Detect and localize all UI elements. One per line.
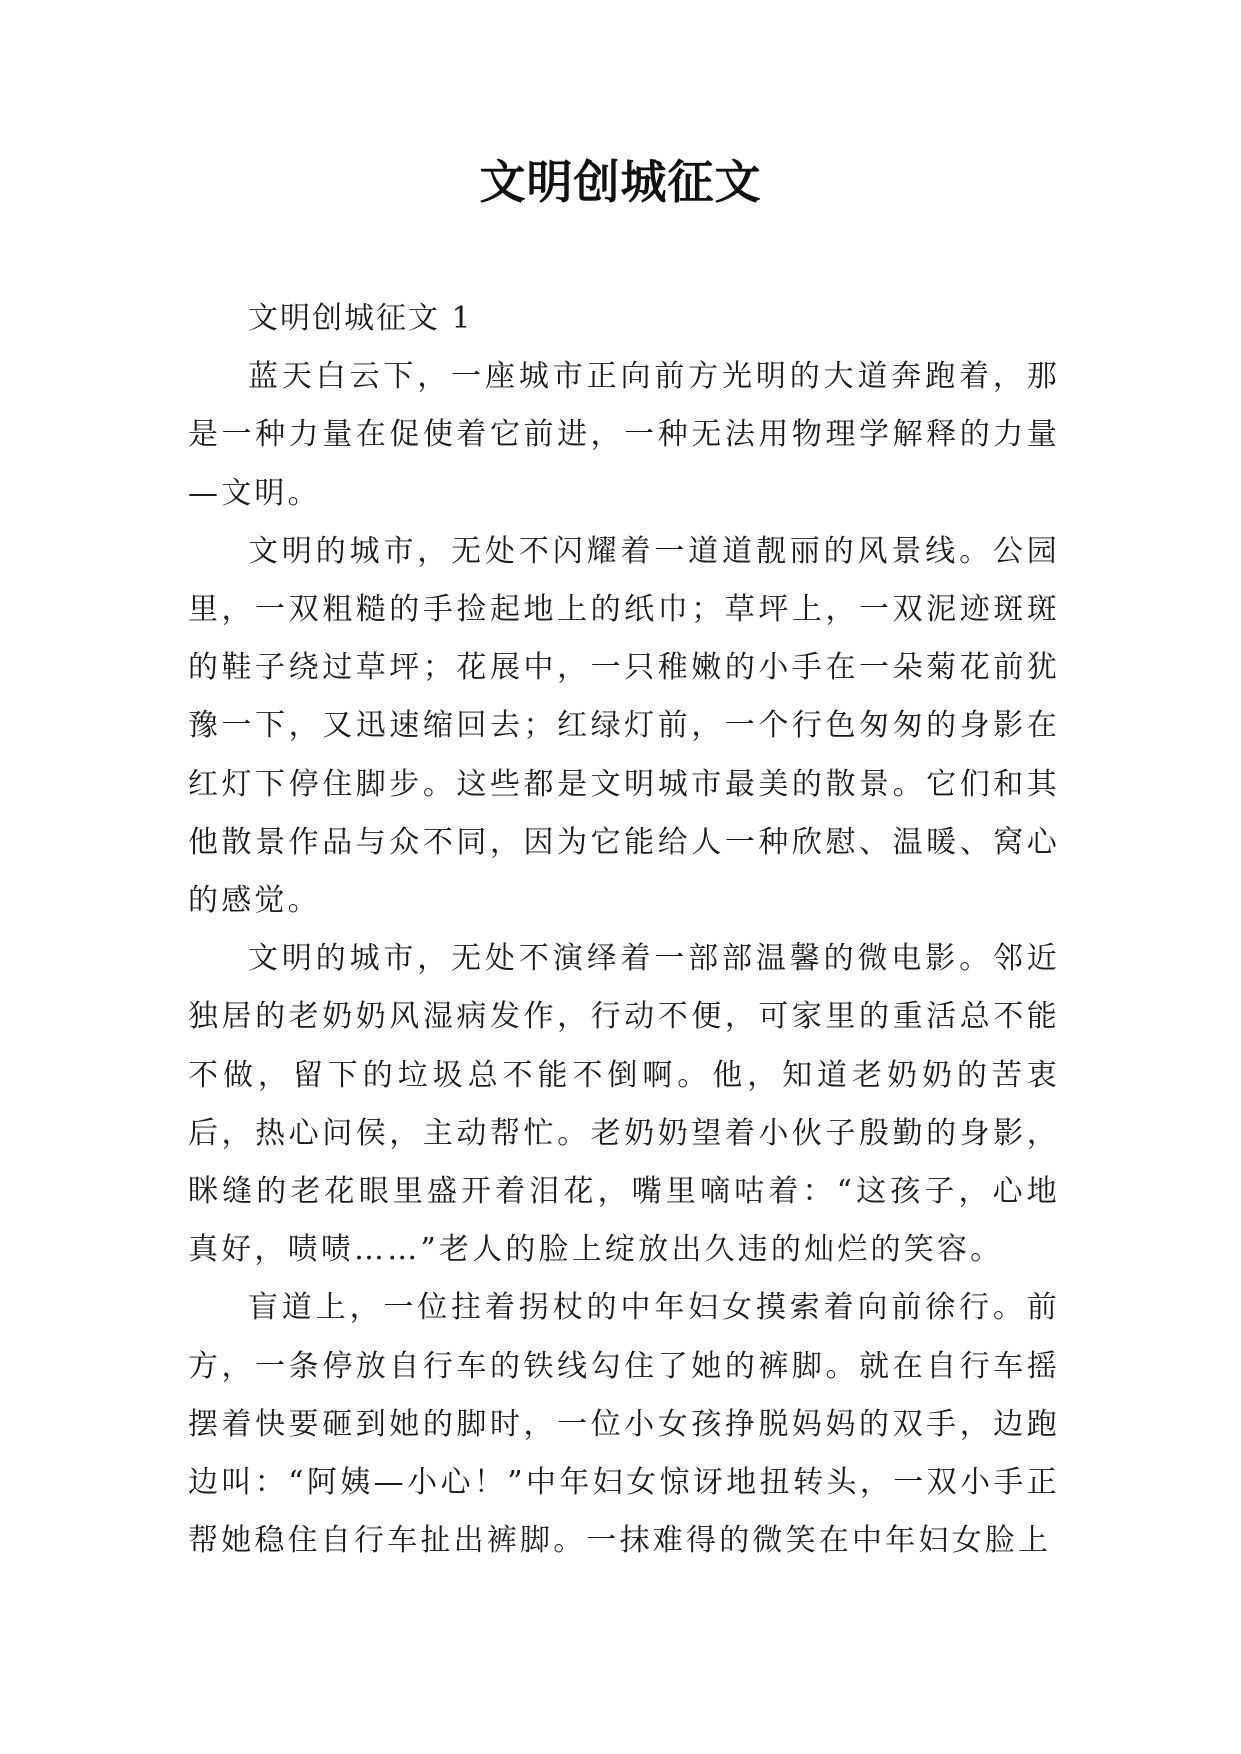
paragraph-3: 文明的城市，无处不演绎着一部部温馨的微电影。邻近独居的老奶奶风湿病发作，行动不便，可家里的重活总不能不做，留下的垃圾总不能不倒啊。他，知道老奶奶的苦衷后，热心问侯，主动帮忙。老奶奶望着小伙子殷勤的身影，眯缝的老花眼里盛开着泪花，嘴里嘀咕着：“这孩子，心地真好，啧啧……”老人的脸上绽放出久违的灿烂的笑容。 [188,941,1060,1268]
section-heading: 文明创城征文 1 [248,301,473,336]
document-body [188,290,1060,1570]
paragraph-2: 文明的城市，无处不闪耀着一道道靓丽的风景线。公园里，一双粗糙的手捡起地上的纸巾；草坪上，一双泥迹斑斑的鞋子绕过草坪；花展中，一只稚嫩的小手在一朵菊花前犹豫一下，又迅速缩回去；红绿灯前，一个行色匆匆的身影在红灯下停住脚步。这些都是文明城市最美的散景。它们和其他散景作品与众不同，因为它能给人一种欣慰、温暖、窝心的感觉。 [188,533,1060,919]
paragraph-1: 蓝天白云下，一座城市正向前方光明的大道奔跑着，那是一种力量在促使着它前进，一种无法用物理学解释的力量—文明。 [188,359,1060,511]
paragraph-4: 盲道上，一位拄着拐杖的中年妇女摸索着向前徐行。前方，一条停放自行车的铁线勾住了她的裤脚。就在自行车摇摆着快要砸到她的脚时，一位小女孩挣脱妈妈的双手，边跑边叫：“阿姨—小心！”中年妇女惊讶地扭转头，一双小手正帮她稳住自行车扯出裤脚。一抹难得的微笑在中年妇女脸上 [188,1290,1060,1559]
document-title: 文明创城征文 [479,155,762,209]
